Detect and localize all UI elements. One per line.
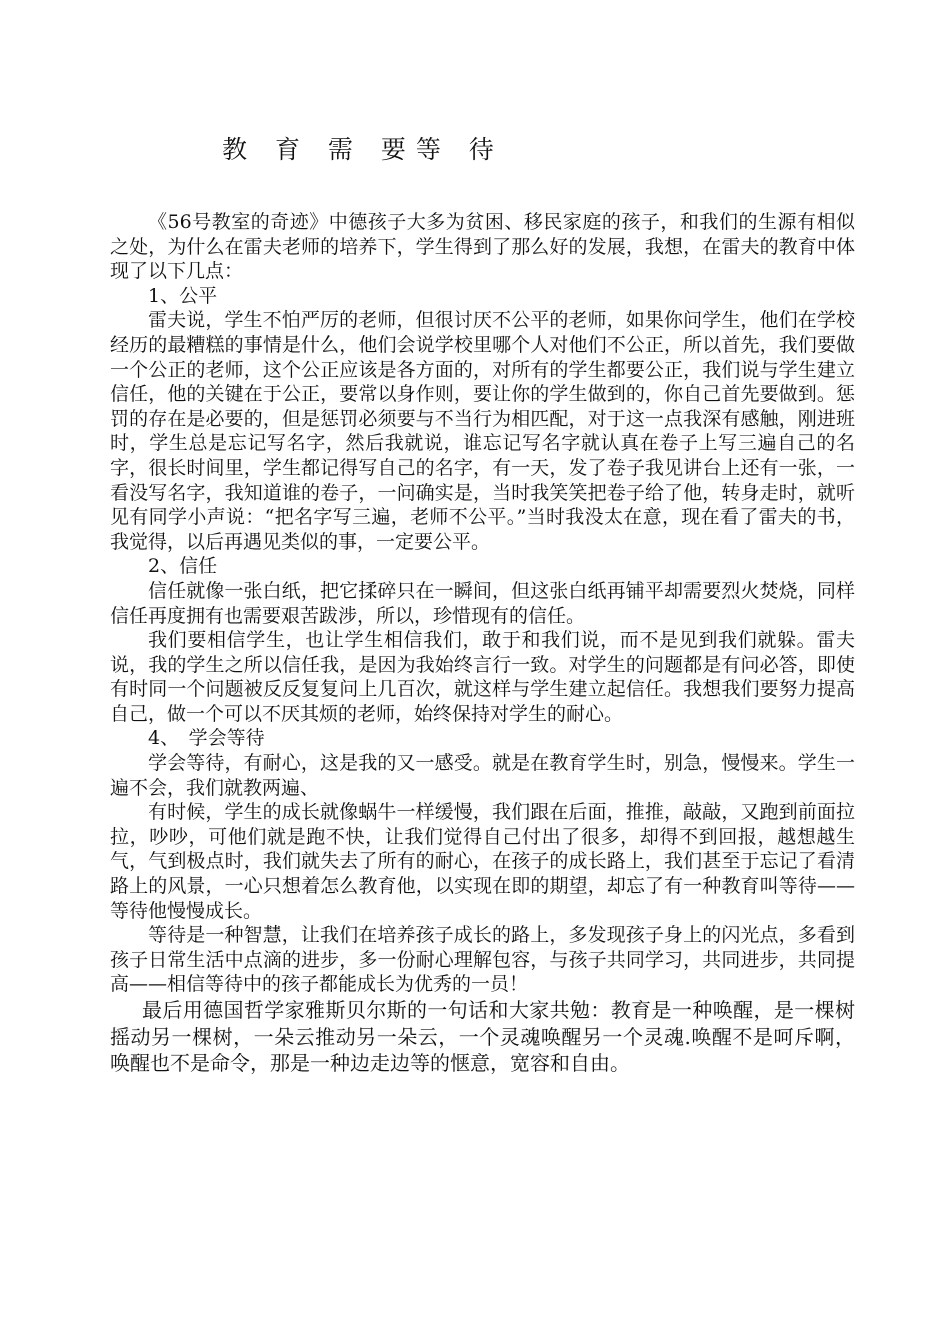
trust-paragraph-1: 信任就像一张白纸，把它揉碎只在一瞬间，但这张白纸再铺平却需要烈火焚烧，同样信任再度拥有也需要艰苦跋涉，所以，珍惜现有的信任。: [110, 579, 855, 627]
section-heading-trust: 2、信任: [148, 555, 218, 578]
trust-paragraph-2: 我们要相信学生，也让学生相信我们，敢于和我们说，而不是见到我们就躲。雷夫说，我的学生之所以信任我，是因为我始终言行一致。对学生的问题都是有问必答，即使有时同一个问题被反反复复问上几百次，就这样与学生建立起信任。我想我们要努力提高自己，做一个可以不厌其烦的老师，始终保持对学生的耐心。: [110, 629, 855, 725]
section-heading-fairness: 1、公平: [148, 284, 218, 307]
waiting-paragraph-1: 学会等待，有耐心，这是我的又一感受。就是在教育学生时，别急，慢慢来。学生一遍不会，我们就教两遍、: [110, 752, 855, 799]
waiting-paragraph-2: 有时候，学生的成长就像蜗牛一样缓慢，我们跟在后面，推推，敲敲，又跑到前面拉拉，吵吵，可他们就是跑不快，让我们觉得自己付出了很多，却得不到回报，越想越生气，气到极点时，我们就失去了所有的耐心，在孩子的成长路上，我们甚至于忘记了看清路上的风景，一心只想着怎么教育他，以实现在即的期望，却忘了有一种教育叫等待——等待他慢慢成长。: [110, 801, 855, 922]
closing-paragraph: 最后用德国哲学家雅斯贝尔斯的一句话和大家共勉：教育是一种唤醒，是一棵树摇动另一棵树，一朵云推动另一朵云，一个灵魂唤醒另一个灵魂.唤醒不是呵斥啊，唤醒也不是命令，那是一种边走边等的惬意，宽容和自由。: [110, 998, 855, 1075]
waiting-paragraph-3: 等待是一种智慧，让我们在培养孩子成长的路上，多发现孩子身上的闪光点，多看到孩子日常生活中点滴的进步，多一份耐心理解包容，与孩子共同学习，共同进步，共同提高——相信等待中的孩子都能成长为优秀的一员！: [110, 924, 855, 996]
fairness-paragraph: 雷夫说，学生不怕严厉的老师，但很讨厌不公平的老师，如果你问学生，他们在学校经历的最糟糕的事情是什么，他们会说学校里哪个人对他们不公正，所以首先，我们要做一个公正的老师，这个公正应该是各方面的，对所有的学生都要公正，我们说与学生建立信任，他的关键在于公正，要常以身作则，要让你的学生做到的，你自己首先要做到。惩罚的存在是必要的，但是惩罚必须要与不当行为相匹配，对于这一点我深有感触，刚进班时，学生总是忘记写名字，然后我就说，谁忘记写名字就认真在卷子上写三遍自己的名字，很长时间里，学生都记得写自己的名字，有一天，发了卷子我见讲台上还有一张，一看没写名字，我知道谁的卷子，一问确实是，当时我笑笑把卷子给了他，转身走时，就听见有同学小声说：“把名字写三遍，老师不公平。”当时我没太在意，现在看了雷夫的书，我觉得，以后再遇见类似的事，一定要公平。: [110, 309, 855, 553]
intro-paragraph: 《56号教室的奇迹》中德孩子大多为贫困、移民家庭的孩子，和我们的生源有相似之处，为什么在雷夫老师的培养下，学生得到了那么好的发展，我想，在雷夫的教育中体现了以下几点：: [110, 211, 855, 283]
document-title: 教 育 需 要等 待: [222, 135, 504, 164]
section-heading-waiting: 4、 学会等待: [148, 727, 265, 750]
document-page: [110, 128, 855, 1077]
